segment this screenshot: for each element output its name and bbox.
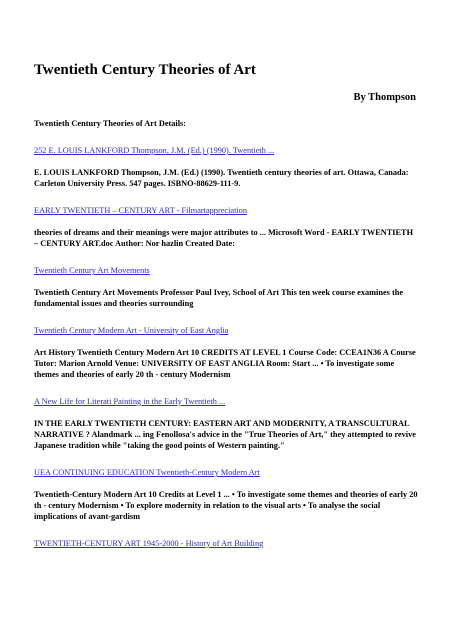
entry-text: theories of dreams and their meanings were major attributes to ... Microsoft Word - EARLY TWENTIETH – CENTURY ART.doc Author: Nor hazlin Created Date: <box>34 228 414 248</box>
entry-4 <box>34 325 419 380</box>
entry-link[interactable]: 252 E. LOUIS LANKFORD Thompson, J.M. (Ed.) (1990). Twentieth ... <box>34 146 275 155</box>
entry-link[interactable]: UEA CONTINUING EDUCATION Twentieth-Century Modern Art <box>34 468 260 477</box>
entry-1 <box>34 145 419 189</box>
entry-6 <box>34 467 419 522</box>
entry-text: Twentieth-Century Modern Art 10 Credits at Level 1 ... • To investigate some themes and theories of early 20 th - century Modernism • To explore modernity in relation to the visual arts • To analyse the social implications of avant-gardism <box>34 490 418 521</box>
entry-link[interactable]: Twentieth Century Art Movements <box>34 266 150 275</box>
document-title: Twentieth Century Theories of Art <box>34 62 256 78</box>
entry-2 <box>34 205 419 249</box>
entry-text: E. LOUIS LANKFORD Thompson, J.M. (Ed.) (1990). Twentieth century theories of art. Ottawa, Canada: Carleton University Press. 547 pages. ISBNO-88629-111-9. <box>34 168 409 188</box>
entry-link[interactable]: TWENTIETH-CENTURY ART 1945-2000 - History of Art Building <box>34 539 264 548</box>
entry-link[interactable]: A New Life for Literati Painting in the Early Twentieth ... <box>34 397 226 406</box>
entry-text: Art History Twentieth Century Modern Art 10 CREDITS AT LEVEL 1 Course Code: CCEA1N36 A Course Tutor: Marion Arnold Venue: UNIVERSITY OF EAST ANGLIA Room: Start ... • To investigate some themes and theories of early 20 th - century Modernism <box>34 348 416 379</box>
entry-link[interactable]: Twentieth Century Modern Art - University of East Anglia <box>34 326 229 335</box>
entry-3 <box>34 265 419 309</box>
entry-text: Twentieth Century Art Movements Professor Paul Ivey, School of Art This ten week course examines the fundamental issues and theories surrounding <box>34 288 404 308</box>
details-heading: Twentieth Century Theories of Art Details: <box>34 119 187 128</box>
document-content <box>34 118 419 560</box>
entry-7 <box>34 538 419 549</box>
entry-link[interactable]: EARLY TWENTIETH – CENTURY ART - Filmartappreciation <box>34 206 247 215</box>
entry-5 <box>34 396 419 451</box>
document-author: By Thompson <box>353 92 416 103</box>
entry-text: IN THE EARLY TWENTIETH CENTURY: EASTERN ART AND MODERNITY, A TRANSCULTURAL NARRATIVE ? Alandmark ... ing Fenollosa's advice in the "True Theories of Art," they attempted to revive Japanese tradition while "taking the good points of Western painting." <box>34 419 416 450</box>
